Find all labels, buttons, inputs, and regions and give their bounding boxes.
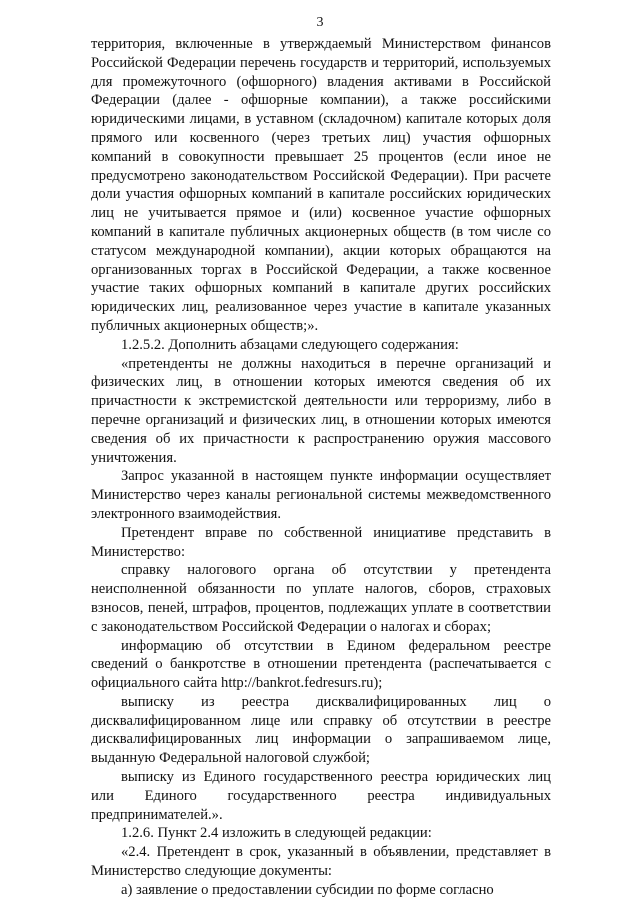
paragraph: справку налогового органа об отсутствии у претендента неисполненной обязанности по уплате налогов, сборов, страховых взносов, пеней, штрафов, процентов, подлежащих уплате в соответствии с законодательством Российской Федерации о налогах и сборах; bbox=[91, 562, 551, 635]
paragraph: Запрос указанной в настоящем пункте информации осуществляет Министерство через каналы региональной системы межведомственного электронного взаимодействия. bbox=[91, 468, 551, 522]
paragraph: 1.2.6. Пункт 2.4 изложить в следующей редакции: bbox=[121, 825, 432, 842]
paragraph: «претенденты не должны находиться в перечне организаций и физических лиц, в отношении которых имеются сведения об их причастности к экстремистской деятельности или терроризму, либо в перечне организаций и физических лиц, в отношении которых имеются сведения об их причастности к распространению оружия массового уничтожения. bbox=[91, 355, 551, 466]
page-number: 3 bbox=[316, 15, 324, 30]
paragraph: Претендент вправе по собственной инициативе представить в Министерство: bbox=[91, 524, 551, 560]
paragraph: выписку из реестра дисквалифицированных лиц о дисквалифицированном лице или справку об отсутствии в реестре дисквалифицированных лиц информации о запрашиваемом лице, выданную Федеральной налоговой службой; bbox=[91, 693, 551, 767]
paragraph: территория, включенные в утверждаемый Министерством финансов Российской Федерации перечень государств и территорий, используемых для промежуточного (офшорного) владения активами в Российской Федерации (далее - офшорные компании), а также российскими юридическими лицами, в уставном (складочном) капитале которых доля прямого или косвенного (через третьих лиц) участия офшорных компаний в совокупности превышает 25 процентов (если иное не предусмотрено законодательством Российской Федерации). При расчете доли участия офшорных компаний в капитале российских юридических лиц не учитывается прямое и (или) косвенное участие офшорных компаний в капитале публичных акционерных обществ (в том числе со статусом международной компании), акции которых обращаются на организованных торгах в Российской Федерации, а также косвенное участие таких офшорных компаний в капитале других российских юридических лиц, реализованное через участие в капитале указанных публичных акционерных обществ;». bbox=[91, 36, 551, 334]
paragraph: «2.4. Претендент в срок, указанный в объявлении, представляет в Министерство следующие документы: bbox=[91, 844, 551, 880]
paragraph: информацию об отсутствии в Едином федеральном реестре сведений о банкротстве в отношении претендента (распечатывается с официального сайта http://bankrot.fedresurs.ru); bbox=[91, 637, 551, 692]
paragraph: а) заявление о предоставлении субсидии по форме согласно bbox=[121, 881, 494, 898]
paragraph: выписку из Единого государственного реестра юридических лиц или Единого государственного реестра индивидуальных предпринимателей.». bbox=[91, 769, 551, 823]
paragraph: 1.2.5.2. Дополнить абзацами следующего содержания: bbox=[121, 336, 459, 353]
document-body bbox=[91, 35, 551, 900]
